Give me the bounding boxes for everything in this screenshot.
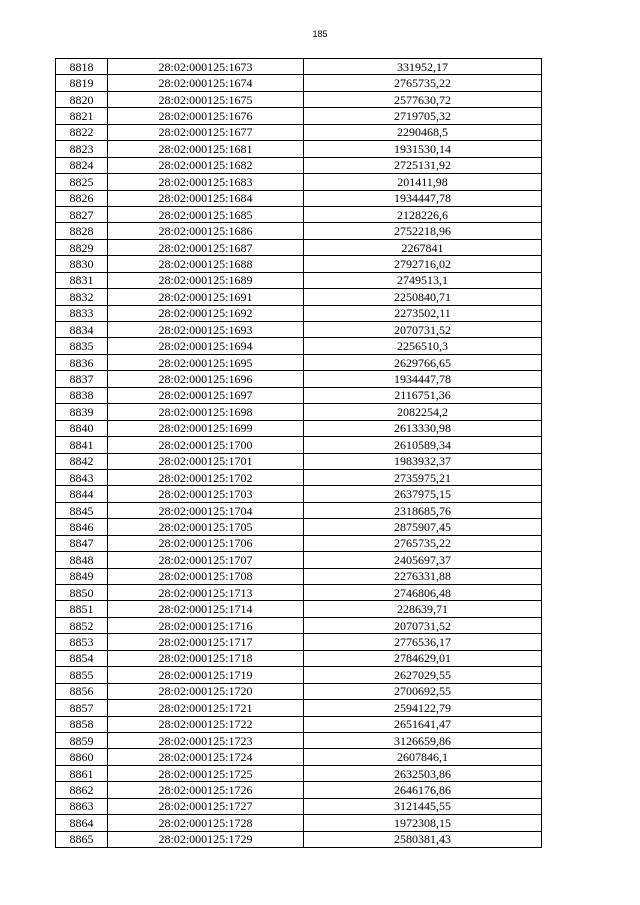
row-number-cell: 8848 [56,552,108,568]
cadastral-value-cell: 2765735,22 [304,535,542,551]
cadastral-number-cell: 28:02:000125:1685 [108,206,304,222]
cadastral-value-cell: 2725131,92 [304,157,542,173]
cadastral-number-cell: 28:02:000125:1701 [108,453,304,469]
cadastral-number-cell: 28:02:000125:1724 [108,749,304,765]
page-number: 185 [312,29,328,39]
table-row [56,453,542,469]
row-number-cell: 8846 [56,519,108,535]
cadastral-number-cell: 28:02:000125:1689 [108,272,304,288]
cadastral-value-cell: 2637975,15 [304,486,542,502]
table-row [56,683,542,699]
row-number-cell: 8845 [56,502,108,518]
cadastral-value-cell: 2875907,45 [304,519,542,535]
row-number-cell: 8820 [56,91,108,107]
cadastral-value-cell: 2746806,48 [304,585,542,601]
row-number-cell: 8830 [56,256,108,272]
table-row [56,387,542,403]
row-number-cell: 8865 [56,831,108,847]
row-number-cell: 8825 [56,174,108,190]
cadastral-number-cell: 28:02:000125:1713 [108,585,304,601]
cadastral-value-cell: 2594122,79 [304,700,542,716]
cadastral-number-cell: 28:02:000125:1700 [108,437,304,453]
cadastral-number-cell: 28:02:000125:1694 [108,338,304,354]
cadastral-number-cell: 28:02:000125:1702 [108,469,304,485]
row-number-cell: 8843 [56,469,108,485]
cadastral-number-cell: 28:02:000125:1726 [108,782,304,798]
cadastral-value-cell: 1931530,14 [304,141,542,157]
row-number-cell: 8829 [56,239,108,255]
table-row [56,831,542,847]
cadastral-value-cell: 1934447,78 [304,190,542,206]
table-row [56,157,542,173]
row-number-cell: 8822 [56,124,108,140]
cadastral-number-cell: 28:02:000125:1684 [108,190,304,206]
row-number-cell: 8828 [56,223,108,239]
cadastral-value-cell: 2610589,34 [304,437,542,453]
table-row [56,59,542,75]
cadastral-value-cell: 1983932,37 [304,453,542,469]
table-row [56,256,542,272]
row-number-cell: 8859 [56,732,108,748]
row-number-cell: 8857 [56,700,108,716]
table-row [56,469,542,485]
cadastral-number-cell: 28:02:000125:1705 [108,519,304,535]
row-number-cell: 8823 [56,141,108,157]
table-row [56,305,542,321]
cadastral-number-cell: 28:02:000125:1681 [108,141,304,157]
cadastral-value-cell: 2784629,01 [304,650,542,666]
cadastral-number-cell: 28:02:000125:1727 [108,798,304,814]
cadastral-number-cell: 28:02:000125:1699 [108,420,304,436]
cadastral-value-cell: 2250840,71 [304,289,542,305]
table-row [56,338,542,354]
row-number-cell: 8836 [56,354,108,370]
cadastral-number-cell: 28:02:000125:1676 [108,108,304,124]
table-row [56,765,542,781]
cadastral-number-cell: 28:02:000125:1703 [108,486,304,502]
cadastral-number-cell: 28:02:000125:1708 [108,568,304,584]
table-row [56,322,542,338]
cadastral-value-cell: 1934447,78 [304,371,542,387]
cadastral-value-cell: 2318685,76 [304,502,542,518]
table-row [56,354,542,370]
cadastral-value-cell: 2627029,55 [304,667,542,683]
cadastral-number-cell: 28:02:000125:1675 [108,91,304,107]
cadastral-number-cell: 28:02:000125:1707 [108,552,304,568]
table-row [56,519,542,535]
table-row [56,716,542,732]
row-number-cell: 8855 [56,667,108,683]
row-number-cell: 8852 [56,617,108,633]
cadastral-number-cell: 28:02:000125:1682 [108,157,304,173]
cadastral-number-cell: 28:02:000125:1723 [108,732,304,748]
table-row [56,141,542,157]
cadastral-value-cell: 2577630,72 [304,91,542,107]
cadastral-number-cell: 28:02:000125:1720 [108,683,304,699]
cadastral-value-cell: 2651641,47 [304,716,542,732]
cadastral-value-cell: 2719705,32 [304,108,542,124]
table-row [56,420,542,436]
cadastral-value-cell: 201411,98 [304,174,542,190]
cadastral-value-cell: 2580381,43 [304,831,542,847]
table-row [56,552,542,568]
table-row [56,108,542,124]
cadastral-value-cell: 2276331,88 [304,568,542,584]
cadastral-value-cell: 2752218,96 [304,223,542,239]
table-row [56,124,542,140]
table-row [56,206,542,222]
cadastral-number-cell: 28:02:000125:1674 [108,75,304,91]
cadastral-value-cell: 2116751,36 [304,387,542,403]
table-row [56,798,542,814]
row-number-cell: 8860 [56,749,108,765]
table-row [56,617,542,633]
cadastral-number-cell: 28:02:000125:1688 [108,256,304,272]
cadastral-value-cell: 3121445,55 [304,798,542,814]
row-number-cell: 8818 [56,59,108,75]
cadastral-number-cell: 28:02:000125:1716 [108,617,304,633]
table-row [56,75,542,91]
row-number-cell: 8856 [56,683,108,699]
cadastral-number-cell: 28:02:000125:1714 [108,601,304,617]
row-number-cell: 8854 [56,650,108,666]
cadastral-value-cell: 2273502,11 [304,305,542,321]
row-number-cell: 8840 [56,420,108,436]
row-number-cell: 8839 [56,404,108,420]
row-number-cell: 8827 [56,206,108,222]
cadastral-number-cell: 28:02:000125:1722 [108,716,304,732]
row-number-cell: 8834 [56,322,108,338]
cadastral-value-cell: 2290468,5 [304,124,542,140]
cadastral-value-cell: 3126659,86 [304,732,542,748]
table-row [56,585,542,601]
row-number-cell: 8841 [56,437,108,453]
cadastral-value-cell: 228639,71 [304,601,542,617]
cadastral-value-cell: 2128226,6 [304,206,542,222]
cadastral-value-cell: 2607846,1 [304,749,542,765]
table-row [56,815,542,831]
row-number-cell: 8832 [56,289,108,305]
table-row [56,371,542,387]
row-number-cell: 8844 [56,486,108,502]
cadastral-value-cell: 2646176,86 [304,782,542,798]
cadastral-value-cell: 2792716,02 [304,256,542,272]
cadastral-number-cell: 28:02:000125:1677 [108,124,304,140]
cadastral-value-cell: 2082254,2 [304,404,542,420]
cadastral-number-cell: 28:02:000125:1696 [108,371,304,387]
row-number-cell: 8849 [56,568,108,584]
table-row [56,601,542,617]
table-row [56,634,542,650]
cadastral-number-cell: 28:02:000125:1729 [108,831,304,847]
table-row [56,239,542,255]
cadastral-value-cell: 2256510,3 [304,338,542,354]
cadastral-value-cell: 1972308,15 [304,815,542,831]
row-number-cell: 8847 [56,535,108,551]
row-number-cell: 8837 [56,371,108,387]
table-row [56,437,542,453]
cadastral-number-cell: 28:02:000125:1686 [108,223,304,239]
row-number-cell: 8831 [56,272,108,288]
table-row [56,535,542,551]
cadastral-value-cell: 2749513,1 [304,272,542,288]
cadastral-number-cell: 28:02:000125:1691 [108,289,304,305]
cadastral-value-cell: 2070731,52 [304,617,542,633]
cadastral-number-cell: 28:02:000125:1697 [108,387,304,403]
table-body [56,59,542,848]
row-number-cell: 8864 [56,815,108,831]
cadastral-number-cell: 28:02:000125:1695 [108,354,304,370]
row-number-cell: 8858 [56,716,108,732]
row-number-cell: 8835 [56,338,108,354]
cadastral-number-cell: 28:02:000125:1721 [108,700,304,716]
row-number-cell: 8850 [56,585,108,601]
row-number-cell: 8821 [56,108,108,124]
table-row [56,190,542,206]
row-number-cell: 8824 [56,157,108,173]
table-row [56,749,542,765]
cadastral-number-cell: 28:02:000125:1718 [108,650,304,666]
row-number-cell: 8861 [56,765,108,781]
cadastral-value-cell: 331952,17 [304,59,542,75]
cadastral-value-cell: 2765735,22 [304,75,542,91]
table-row [56,732,542,748]
table-row [56,650,542,666]
cadastral-number-cell: 28:02:000125:1717 [108,634,304,650]
table-row [56,667,542,683]
cadastral-number-cell: 28:02:000125:1706 [108,535,304,551]
cadastral-number-cell: 28:02:000125:1673 [108,59,304,75]
cadastral-number-cell: 28:02:000125:1693 [108,322,304,338]
cadastral-number-cell: 28:02:000125:1683 [108,174,304,190]
row-number-cell: 8838 [56,387,108,403]
row-number-cell: 8842 [56,453,108,469]
row-number-cell: 8826 [56,190,108,206]
cadastral-number-cell: 28:02:000125:1719 [108,667,304,683]
cadastral-number-cell: 28:02:000125:1725 [108,765,304,781]
table-row [56,272,542,288]
cadastral-value-cell: 2613330,98 [304,420,542,436]
table-row [56,568,542,584]
cadastral-value-cell: 2267841 [304,239,542,255]
cadastral-value-cell: 2405697,37 [304,552,542,568]
cadastral-value-cell: 2735975,21 [304,469,542,485]
table-row [56,404,542,420]
row-number-cell: 8851 [56,601,108,617]
table-row [56,502,542,518]
row-number-cell: 8833 [56,305,108,321]
cadastral-value-cell: 2776536,17 [304,634,542,650]
cadastral-value-table [55,58,542,848]
row-number-cell: 8819 [56,75,108,91]
cadastral-number-cell: 28:02:000125:1692 [108,305,304,321]
table-row [56,782,542,798]
cadastral-number-cell: 28:02:000125:1704 [108,502,304,518]
row-number-cell: 8862 [56,782,108,798]
cadastral-value-cell: 2629766,65 [304,354,542,370]
row-number-cell: 8853 [56,634,108,650]
cadastral-number-cell: 28:02:000125:1687 [108,239,304,255]
cadastral-value-cell: 2632503,86 [304,765,542,781]
row-number-cell: 8863 [56,798,108,814]
table-row [56,289,542,305]
cadastral-number-cell: 28:02:000125:1728 [108,815,304,831]
table-row [56,223,542,239]
table-row [56,700,542,716]
cadastral-value-cell: 2070731,52 [304,322,542,338]
table-row [56,486,542,502]
table-row [56,174,542,190]
cadastral-number-cell: 28:02:000125:1698 [108,404,304,420]
table-row [56,91,542,107]
cadastral-value-cell: 2700692,55 [304,683,542,699]
